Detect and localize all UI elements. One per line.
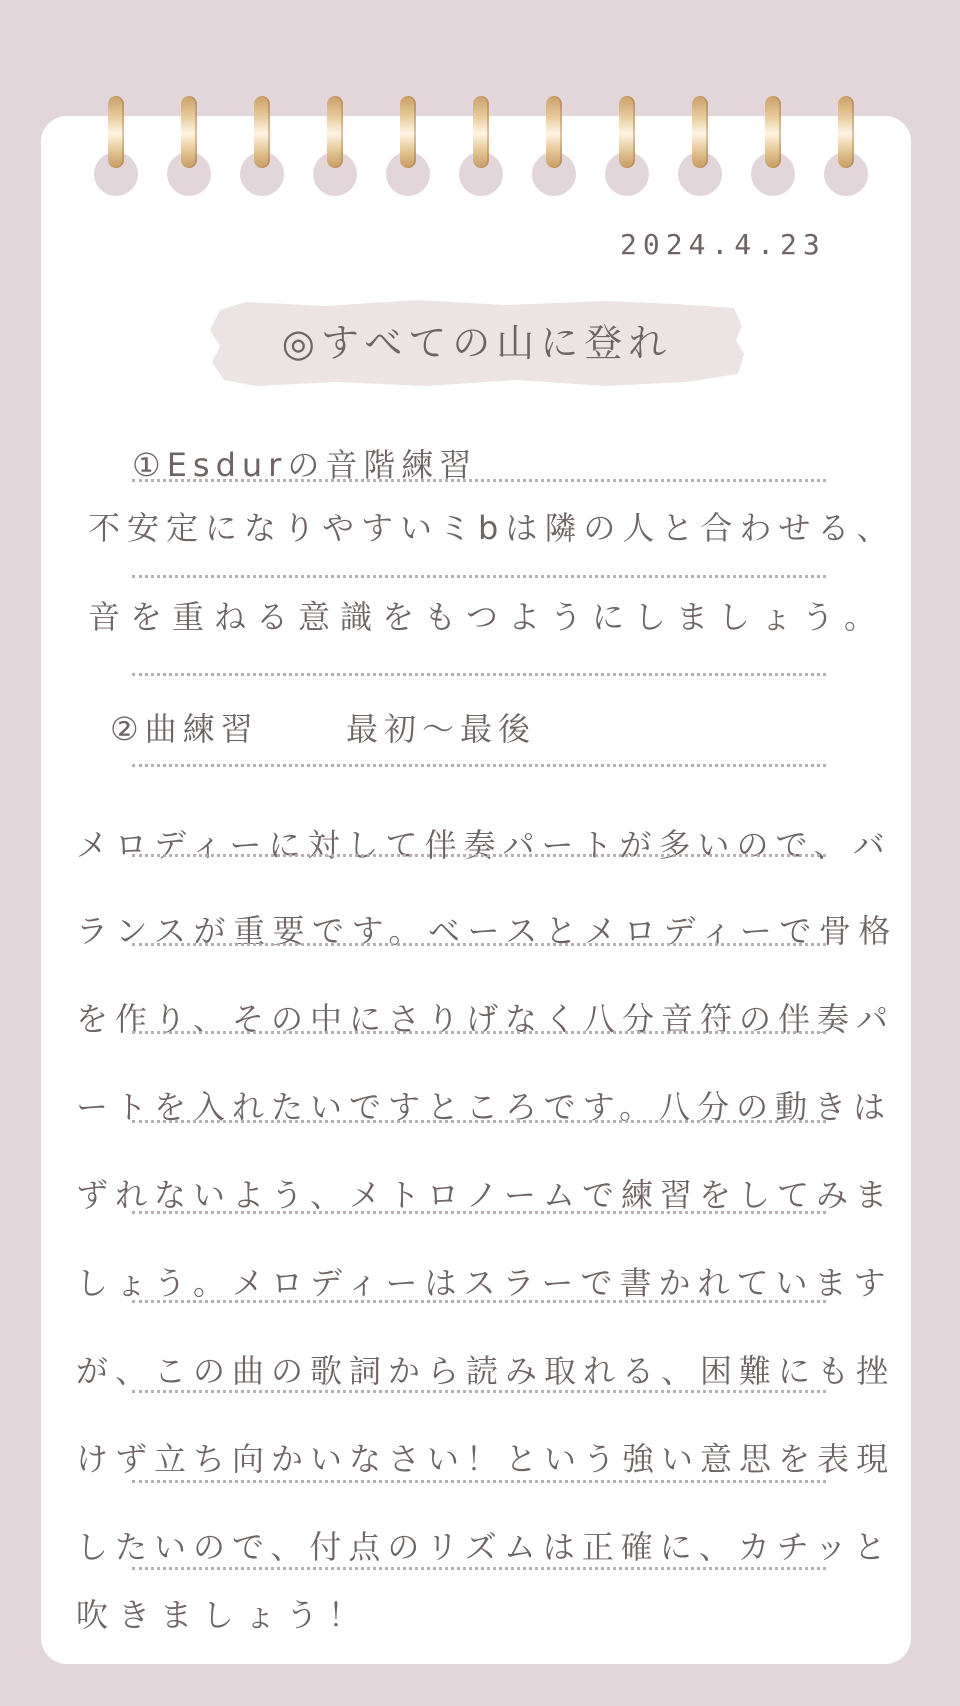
page-title: ◎すべての山に登れ — [281, 321, 673, 365]
binder-ring-icon — [459, 96, 503, 196]
dotted-rule — [132, 1300, 826, 1303]
binder-ring-icon — [605, 96, 649, 196]
dotted-rule — [132, 854, 826, 857]
section2-heading: ②曲練習 — [110, 710, 259, 748]
section2-line: を作り、その中にさりげなく八分音符の伴奏パ — [76, 1000, 896, 1038]
section2-line: が、この曲の歌詞から読み取れる、困難にも挫 — [76, 1352, 896, 1390]
spiral-binding — [0, 0, 960, 200]
binder-ring-icon — [167, 96, 211, 196]
dotted-rule — [132, 1480, 826, 1483]
dotted-rule — [132, 1390, 826, 1393]
section2-range: 最初〜最後 — [346, 710, 537, 748]
binder-ring-icon — [94, 96, 138, 196]
title-banner — [206, 296, 748, 390]
dotted-rule — [132, 1120, 826, 1123]
section1-heading: ①Esdurの音階練習 — [132, 446, 478, 484]
entry-date: 2024.4.23 — [620, 228, 826, 261]
section2-line: 吹きましょう！ — [76, 1596, 371, 1634]
binder-ring-icon — [532, 96, 576, 196]
section2-line: したいので、付点のリズムは正確に、カチッと — [76, 1528, 893, 1566]
section2-line: しょう。メロディーはスラーで書かれています — [76, 1264, 893, 1302]
dotted-rule — [132, 764, 826, 767]
binder-ring-icon — [824, 96, 868, 196]
section1-line: 音を重ねる意識をもつようにしましょう。 — [88, 598, 887, 636]
dotted-rule — [132, 673, 826, 676]
dotted-rule — [132, 479, 826, 482]
dotted-rule — [132, 575, 826, 578]
dotted-rule — [132, 1211, 826, 1214]
dotted-rule — [132, 1031, 826, 1034]
section2-line: ートを入れたいですところです。八分の動きは — [76, 1088, 893, 1126]
binder-ring-icon — [240, 96, 284, 196]
section1-line: 不安定になりやすいミbは隣の人と合わせる、 — [88, 509, 896, 547]
section2-line: ランスが重要です。ベースとメロディーで骨格 — [76, 912, 898, 950]
dotted-rule — [132, 1567, 826, 1570]
section2-line: メロディーに対して伴奏パートが多いので、バ — [76, 826, 892, 864]
binder-ring-icon — [386, 96, 430, 196]
binder-ring-icon — [751, 96, 795, 196]
section2-line: ずれないよう、メトロノームで練習をしてみま — [76, 1176, 895, 1214]
section2-line: けず立ち向かいなさい！という強い意思を表現 — [76, 1440, 896, 1478]
binder-ring-icon — [313, 96, 357, 196]
dotted-rule — [132, 943, 826, 946]
binder-ring-icon — [678, 96, 722, 196]
